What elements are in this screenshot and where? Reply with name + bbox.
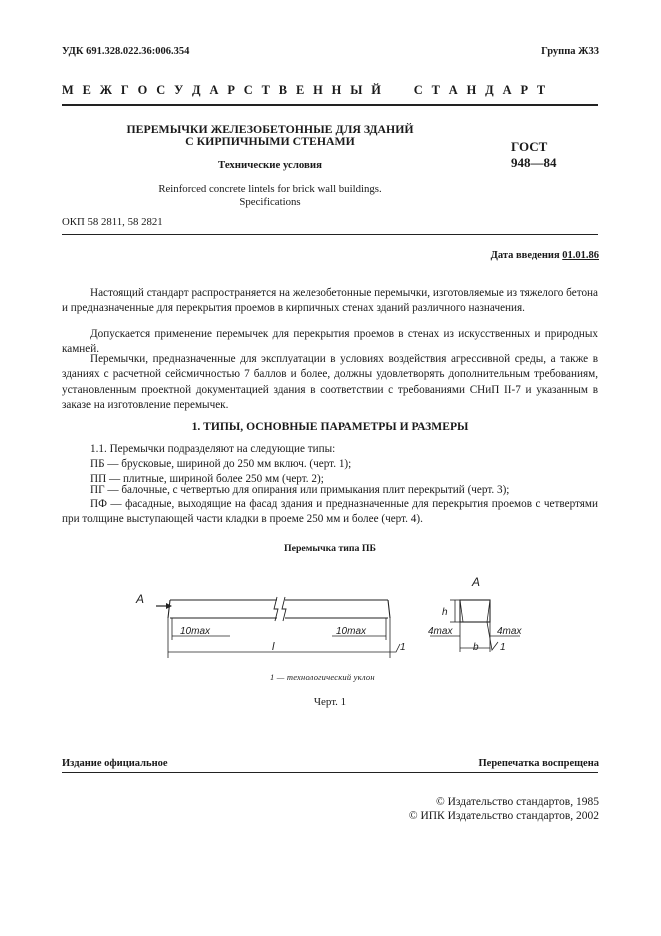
height-label: h bbox=[442, 607, 448, 618]
type-pf: ПФ — фасадные, выходящие на фасад здания и предназначенные для перекрытия проемов с четвертями при толщине выступающей части кладки в проеме 250 мм и более (черт. 4). bbox=[62, 498, 598, 526]
intro-date-label: Дата введения bbox=[490, 250, 560, 261]
title-line-2: С КИРПИЧНЫМИ СТЕНАМИ bbox=[185, 134, 355, 148]
right-slope-label: 10max bbox=[336, 626, 367, 637]
english-title-2: Specifications bbox=[239, 196, 301, 208]
length-label: l bbox=[272, 641, 275, 653]
footer-rule bbox=[62, 772, 598, 773]
type-pp: ПП — плитные, шириной более 250 мм (черт. 2); bbox=[90, 473, 324, 485]
paragraph-aggressive: Перемычки, предназначенные для эксплуатации в условиях воздействия агрессивной среды, а также в зданиях с расчетной сейсмичностью 7 баллов и более, должны удовлетворять дополнительным требованиям, установленным проектной документацией здания в соответствии с требованиями СНиП II-7 и указанным в заказе на изготовление перемычек. bbox=[62, 353, 598, 412]
copyright-1985: © Издательство стандартов, 1985 bbox=[435, 796, 599, 808]
section-slope-left-label: 4max bbox=[428, 626, 453, 637]
gost-label: ГОСТ bbox=[511, 139, 548, 154]
slope-callout-left: 1 bbox=[400, 642, 406, 653]
english-title-1: Reinforced concrete lintels for brick wall buildings. bbox=[158, 183, 382, 195]
standard-type-banner: М Е Ж Г О С У Д А Р С Т В Е Н Н Ы Й С Т А Н Д А Р Т bbox=[62, 83, 549, 97]
official-edition: Издание официальное bbox=[62, 758, 168, 769]
figure-title: Перемычка типа ПБ bbox=[283, 543, 376, 554]
item-intro: 1.1. Перемычки подразделяют на следующие типы: bbox=[90, 443, 336, 455]
header-rule bbox=[62, 104, 598, 106]
intro-date-value: 01.01.86 bbox=[562, 250, 599, 261]
figure-caption: Черт. 1 bbox=[313, 696, 347, 708]
title-line-1: ПЕРЕМЫЧКИ ЖЕЛЕЗОБЕТОННЫЕ ДЛЯ ЗДАНИЙ bbox=[126, 122, 414, 136]
udk-code: УДК 691.328.022.36:006.354 bbox=[62, 46, 190, 57]
gost-number: 948—84 bbox=[511, 155, 557, 170]
length-dimension bbox=[168, 618, 400, 658]
width-label: b bbox=[473, 642, 479, 653]
okp-codes: ОКП 58 2811, 58 2821 bbox=[62, 216, 163, 228]
type-pg: ПГ — балочные, с четвертью для опирания или примыкания плит перекрытий (черт. 3); bbox=[90, 484, 510, 496]
view-arrow-label-a: А bbox=[136, 592, 145, 606]
section-slope-right-label: 4max bbox=[497, 626, 522, 637]
subtitle: Технические условия bbox=[218, 159, 322, 171]
figure-legend: 1 — технологический уклон bbox=[270, 672, 375, 682]
section-label-a: А bbox=[472, 575, 481, 589]
reprint-notice: Перепечатка воспрещена bbox=[478, 758, 599, 769]
slope-callout-right: 1 bbox=[500, 642, 506, 653]
type-pb: ПБ — брусковые, шириной до 250 мм включ. (черт. 1); bbox=[90, 458, 352, 470]
beam-elevation bbox=[156, 597, 390, 621]
group-code: Группа Ж33 bbox=[541, 46, 599, 57]
left-slope-label: 10max bbox=[180, 626, 211, 637]
intro-date bbox=[491, 250, 599, 261]
section-heading: 1. ТИПЫ, ОСНОВНЫЕ ПАРАМЕТРЫ И РАЗМЕРЫ bbox=[191, 420, 469, 433]
paragraph-allowed: Допускается применение перемычек для перекрытия проемов в стенах из искусственных и природных камней. bbox=[62, 328, 598, 356]
paragraph-scope: Настоящий стандарт распространяется на железобетонные перемычки, изготовляемые из тяжелого бетона и предназначенные для перекрытия проемов в кирпичных стенах зданий различного назначения. bbox=[62, 287, 598, 315]
copyright-2002: © ИПК Издательство стандартов, 2002 bbox=[408, 810, 599, 822]
title-rule bbox=[62, 234, 598, 235]
